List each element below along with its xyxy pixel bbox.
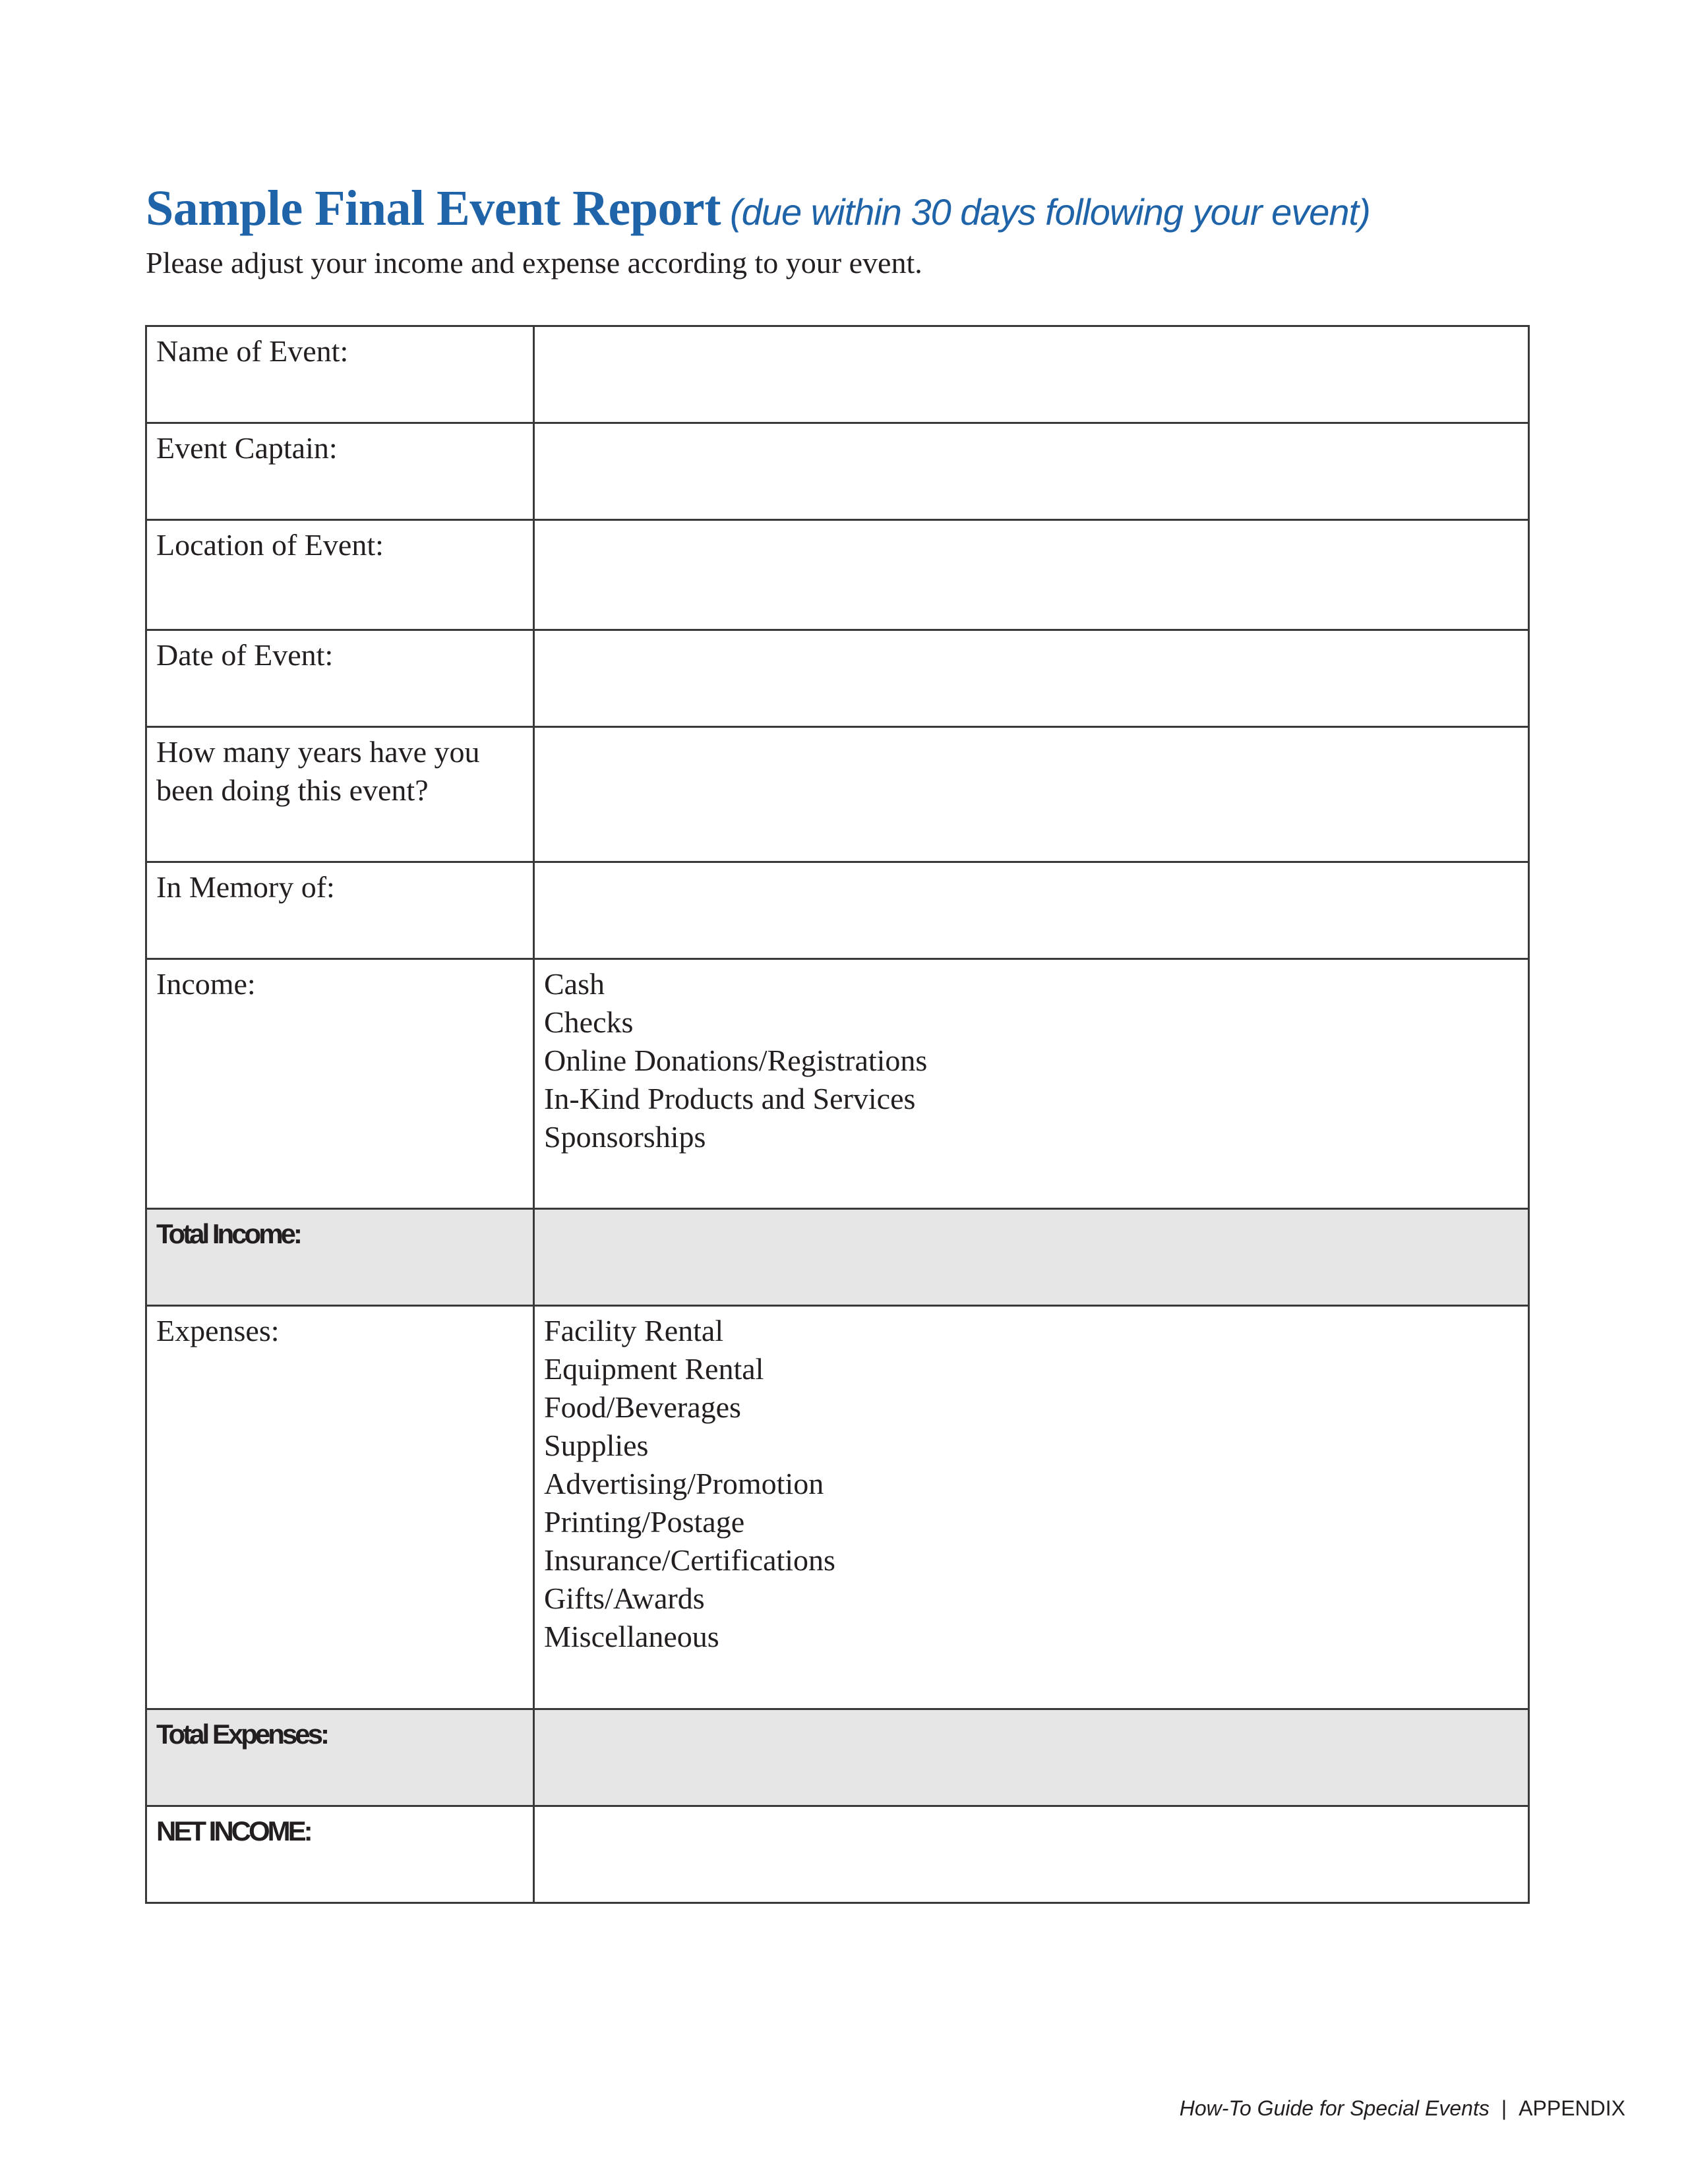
row-event-captain (146, 423, 1529, 520)
row-expenses (146, 1306, 1529, 1709)
event-report-table (145, 325, 1530, 1904)
expense-item: Advertising/Promotion (544, 1467, 824, 1500)
income-item: Online Donations/Registrations (544, 1044, 928, 1077)
field-event-captain[interactable] (534, 423, 1529, 520)
expense-item: Food/Beverages (544, 1390, 741, 1424)
expense-item: Equipment Rental (544, 1352, 764, 1386)
income-item: Cash (544, 967, 605, 1001)
expense-item: Facility Rental (544, 1314, 724, 1347)
row-income (146, 959, 1529, 1209)
field-years-doing-event[interactable] (534, 727, 1529, 862)
row-years-doing-event (146, 727, 1529, 862)
field-name-of-event[interactable] (534, 326, 1529, 423)
row-name-of-event (146, 326, 1529, 423)
footer-guide-title: How-To Guide for Special Events (1179, 2096, 1490, 2120)
footer-section: APPENDIX (1519, 2096, 1625, 2120)
label-total-income: Total Income: (146, 1209, 534, 1306)
field-date-of-event[interactable] (534, 630, 1529, 727)
field-net-income[interactable] (534, 1806, 1529, 1903)
label-location-of-event: Location of Event: (146, 520, 534, 630)
label-event-captain: Event Captain: (146, 423, 534, 520)
field-total-income[interactable] (534, 1209, 1529, 1306)
expense-item: Insurance/Certifications (544, 1543, 835, 1577)
report-title-note: (due within 30 days following your event) (730, 191, 1370, 233)
report-title: Sample Final Event Report (146, 181, 721, 236)
label-date-of-event: Date of Event: (146, 630, 534, 727)
income-item: Checks (544, 1005, 634, 1039)
expense-item: Miscellaneous (544, 1620, 719, 1653)
footer-separator: | (1501, 2096, 1507, 2120)
label-income: Income: (146, 959, 534, 1209)
expense-items (534, 1306, 1529, 1709)
field-in-memory-of[interactable] (534, 862, 1529, 959)
row-location-of-event (146, 520, 1529, 630)
page-footer (1180, 2096, 1625, 2121)
label-in-memory-of: In Memory of: (146, 862, 534, 959)
expense-item: Printing/Postage (544, 1505, 745, 1539)
row-date-of-event (146, 630, 1529, 727)
field-total-expenses[interactable] (534, 1709, 1529, 1806)
report-subtitle: Please adjust your income and expense according to your event. (146, 246, 922, 280)
expense-item: Gifts/Awards (544, 1581, 705, 1615)
label-total-expenses: Total Expenses: (146, 1709, 534, 1806)
expense-item: Supplies (544, 1429, 649, 1462)
income-items (534, 959, 1529, 1209)
income-item: In-Kind Products and Services (544, 1082, 916, 1115)
row-total-income (146, 1209, 1529, 1306)
row-in-memory-of (146, 862, 1529, 959)
label-expenses: Expenses: (146, 1306, 534, 1709)
row-total-expenses (146, 1709, 1529, 1806)
label-years-doing-event: How many years have you been doing this event? (146, 727, 534, 862)
report-title-row (146, 181, 1370, 236)
label-net-income: NET INCOME: (146, 1806, 534, 1903)
row-net-income (146, 1806, 1529, 1903)
field-location-of-event[interactable] (534, 520, 1529, 630)
income-item: Sponsorships (544, 1120, 706, 1154)
label-name-of-event: Name of Event: (146, 326, 534, 423)
